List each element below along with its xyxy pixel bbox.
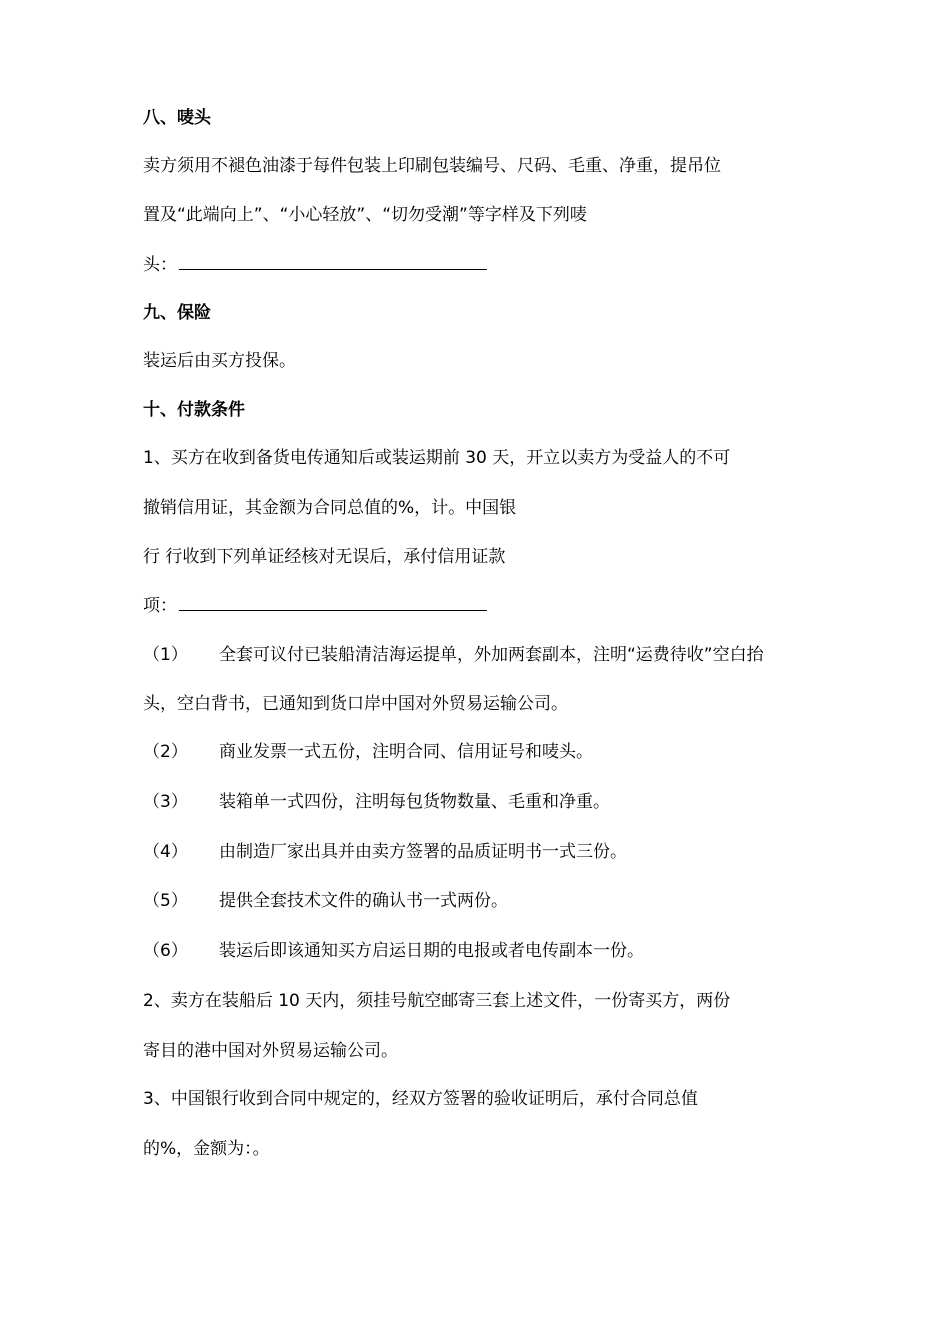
- item-text: 装运后即该通知买方启运日期的电报或者电传副本一份。: [219, 941, 644, 961]
- document-item-1-continuation: 头，空白背书，已通知到货口岸中国对外贸易运输公司。: [143, 694, 568, 714]
- item-text: 提供全套技术文件的确认书一式两份。: [219, 891, 508, 911]
- clause-1-line-3: 行 行收到下列单证经核对无误后，承付信用证款: [143, 547, 506, 567]
- clause-3-line-2: 的%，金额为：。: [143, 1139, 270, 1159]
- clause-3-line-1: 3、中国银行收到合同中规定的，经双方签署的验收证明后，承付合同总值: [143, 1089, 698, 1109]
- section-9-heading: 九、保险: [143, 303, 211, 323]
- clause-1-line-1: 1、买方在收到备货电传通知后或装运期前 30 天，开立以卖方为受益人的不可: [143, 448, 731, 468]
- section-8-shipping-mark-line: [143, 253, 487, 277]
- payment-blank: [179, 595, 487, 611]
- item-text: 商业发票一式五份，注明合同、信用证号和唛头。: [219, 742, 593, 762]
- document-item-6: [143, 939, 644, 963]
- document-item-3: [143, 790, 610, 814]
- item-number: （4）: [143, 842, 188, 862]
- section-8-text-line-2: 置及“此端向上”、“小心轻放”、“切勿受潮”等字样及下列唛: [143, 205, 587, 225]
- clause-2-line-2: 寄目的港中国对外贸易运输公司。: [143, 1041, 398, 1061]
- item-text: 装箱单一式四份，注明每包货物数量、毛重和净重。: [219, 792, 610, 812]
- clause-1-line-2: 撤销信用证，其金额为合同总值的%，计。中国银: [143, 498, 517, 518]
- item-text: 全套可议付已装船清洁海运提单，外加两套副本，注明“运费待收”空白抬: [219, 645, 764, 665]
- document-item-2: [143, 740, 593, 764]
- section-8-text-line-1: 卖方须用不褪色油漆于每件包装上印刷包装编号、尺码、毛重、净重，提吊位: [143, 156, 721, 176]
- document-item-5: [143, 889, 508, 913]
- item-number: （2）: [143, 742, 188, 762]
- payment-label: 项：: [143, 596, 177, 616]
- clause-1-payment-line: [143, 594, 487, 618]
- item-text: 由制造厂家出具并由卖方签署的品质证明书一式三份。: [219, 842, 627, 862]
- section-9-text: 装运后由买方投保。: [143, 351, 296, 371]
- shipping-mark-label: 头：: [143, 255, 177, 275]
- clause-2-line-1: 2、卖方在装船后 10 天内，须挂号航空邮寄三套上述文件，一份寄买方，两份: [143, 991, 731, 1011]
- document-item-4: [143, 840, 627, 864]
- item-number: （3）: [143, 792, 188, 812]
- item-number: （5）: [143, 891, 188, 911]
- section-10-heading: 十、付款条件: [143, 400, 245, 420]
- document-item-1: [143, 643, 764, 667]
- shipping-mark-blank: [179, 254, 487, 270]
- item-number: （1）: [143, 645, 188, 665]
- item-number: （6）: [143, 941, 188, 961]
- section-8-heading: 八、唛头: [143, 108, 211, 128]
